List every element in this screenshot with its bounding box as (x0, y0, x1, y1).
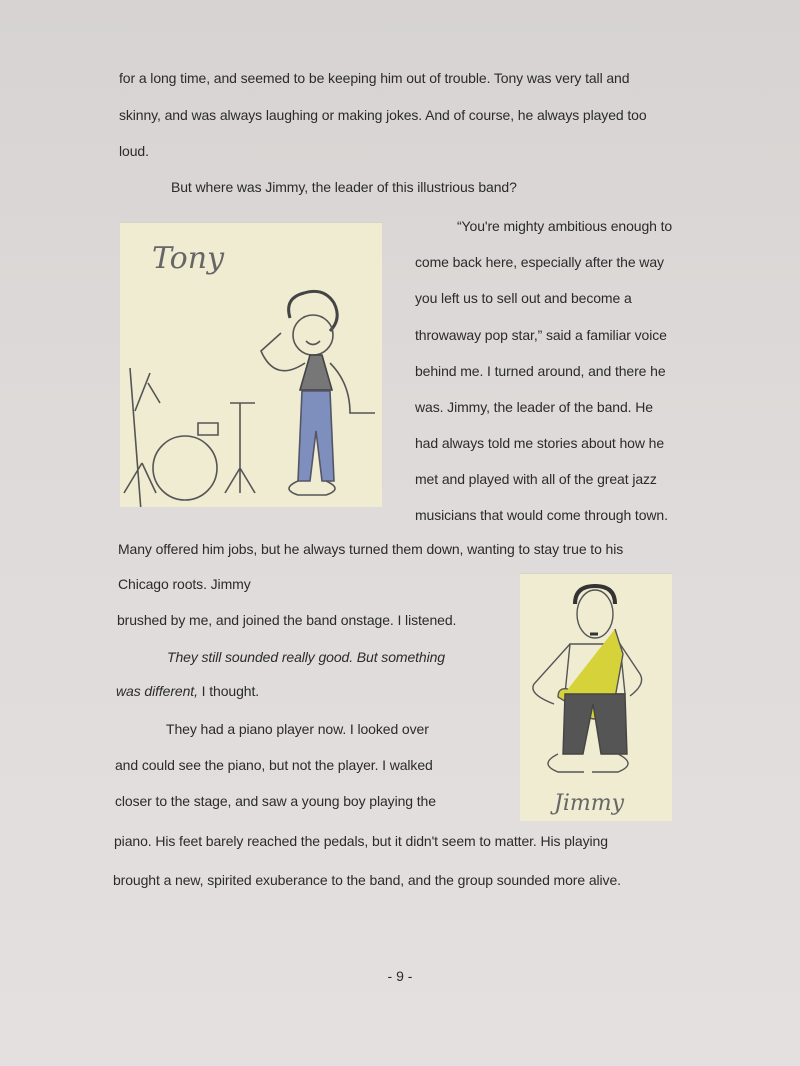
text-line: brought a new, spirited exuberance to the band, and the group sounded more alive. (113, 872, 621, 888)
text-line: you left us to sell out and become a (415, 290, 632, 306)
text-line: closer to the stage, and saw a young boy playing the (115, 793, 436, 809)
text: I thought. (197, 683, 260, 699)
text-line (116, 682, 259, 700)
text-line: throwaway pop star,” said a familiar voice (415, 327, 667, 343)
text-line: Many offered him jobs, but he always turned them down, wanting to stay true to his (118, 541, 624, 557)
text-line: They had a piano player now. I looked over (166, 721, 429, 737)
text-line: brushed by me, and joined the band onstage. I listened. (117, 612, 457, 628)
jimmy-caption: Jimmy (554, 791, 625, 816)
text-line: had always told me stories about how he (415, 435, 665, 451)
text-line: piano. His feet barely reached the pedals, but it didn't seem to matter. His playing (114, 833, 608, 849)
tony-caption: Tony (152, 241, 225, 276)
text-line: for a long time, and seemed to be keeping him out of trouble. Tony was very tall and (119, 70, 630, 86)
page-number: - 9 - (387, 968, 413, 984)
text-line: Chicago roots. Jimmy (118, 576, 251, 592)
text-line: They still sounded really good. But something (167, 649, 445, 665)
text-line: met and played with all of the great jazz (415, 471, 657, 487)
text-line: was. Jimmy, the leader of the band. He (415, 399, 653, 415)
jimmy-drawing (520, 573, 672, 821)
text-line: But where was Jimmy, the leader of this illustrious band? (171, 179, 517, 195)
italic-text: was different, (116, 683, 198, 699)
text-line: musicians that would come through town. (415, 507, 668, 523)
text-line: “You're mighty ambitious enough to (457, 218, 673, 234)
text-line: come back here, especially after the way (415, 254, 664, 270)
tony-drawing (120, 222, 382, 507)
text-line: skinny, and was always laughing or making jokes. And of course, he always played too (119, 107, 647, 123)
text-line: behind me. I turned around, and there he (415, 363, 666, 379)
text-line: and could see the piano, but not the player. I walked (115, 757, 433, 773)
text-line: loud. (119, 143, 149, 159)
